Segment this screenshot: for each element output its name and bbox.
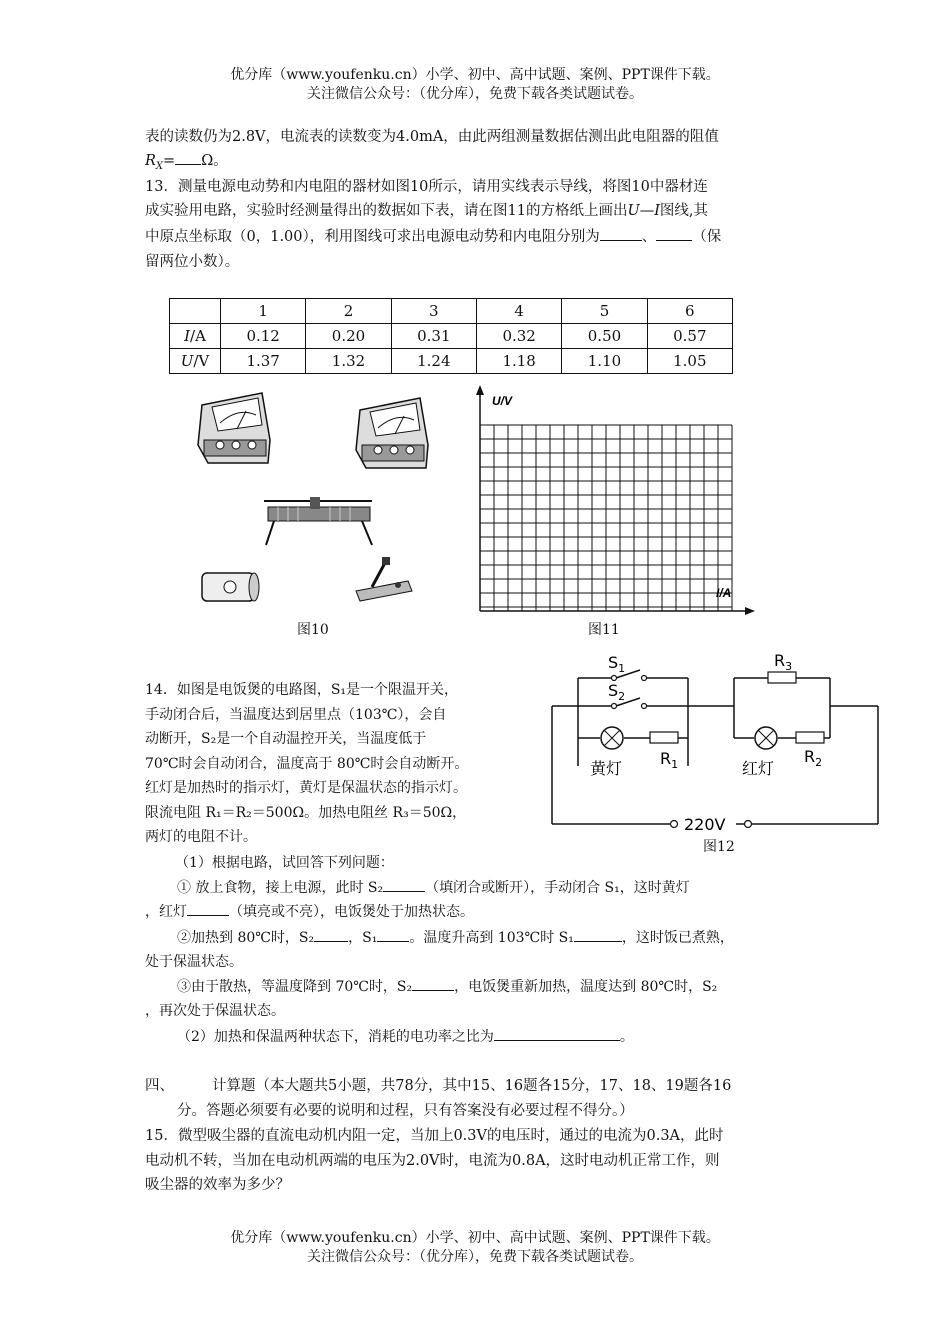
yellow-lamp-label: 黄灯 [590,759,623,778]
page-footer [0,1229,950,1267]
y-axis-arrow [476,385,484,395]
voltage-label: 220V [684,815,726,834]
fig10-apparatus [190,385,450,610]
x-axis-arrow [745,607,755,615]
table-cell: 1.24 [391,349,476,374]
q13-line-3-text: 中原点坐标取（0，1.00），利用图线可求出电源电动势和内电阻分别为 [145,229,600,245]
s1-label: $S_1$ [608,653,626,675]
s1-80c-blank[interactable] [377,927,409,942]
table-header-cell [170,299,221,324]
table-header-row [170,299,733,324]
item1-text-b: （填闭合或断开），手动闭合 S₁，这时黄灯 [425,880,690,896]
table-header-cell: 4 [476,299,561,324]
q13-sep: 、 [641,229,657,245]
row-label-unit: /A [190,327,206,345]
ammeter-icon [198,393,270,463]
rheostat-icon [264,497,372,545]
q13-line-4: 留两位小数）。 [145,254,240,270]
q14-item3-line2: ，再次处于保温状态。 [145,1003,285,1019]
q12-line-1: 表的读数仍为2.8V，电流表的读数变为4.0mA，由此两组测量数据估测出此电阻器的阻值 [145,129,719,145]
r3-label: $R_3$ [774,651,793,673]
sub2-text-b: 。 [619,1029,634,1045]
footer-line-1: 优分库（www.youfenku.cn）小学、初中、高中试题、案例、PPT课件下载。 [230,1230,720,1246]
fig12-caption: 图12 [703,839,735,855]
q14-line: 手动闭合后，当温度达到居里点（103℃），会自 [145,706,447,723]
fig12-circuit [548,648,888,838]
q14-intro [145,678,468,850]
item2-text-c: 。温度升高到 103℃时 S₁ [409,930,574,946]
r1-label: $R_1$ [660,749,679,771]
q15-line-1: 15．微型吸尘器的直流电动机内阻一定，当加上0.3V的电压时，通过的电流为0.3A，此时 [145,1128,724,1144]
table-cell: 1.32 [306,349,391,374]
row-label-unit: /V [193,352,210,370]
row-label-var: U [180,352,194,370]
grid-lines [480,425,732,611]
s2-80c-blank[interactable] [314,927,348,942]
table-header-cell: 1 [221,299,306,324]
x-axis-label: I/A [716,586,732,600]
emf-answer-blank[interactable] [600,226,642,241]
table-row-voltage [170,349,733,374]
item3-text-b: ，电饭煲重新加热，温度达到 80℃时，S₂ [454,979,718,995]
table-cell: 1.37 [221,349,306,374]
q14-item1-line2 [145,900,474,924]
q13-line-2-text: 成实验用电路，实验时经测量得出的数据如下表，请在图11的方格纸上画出 [145,203,628,219]
item1-text-a: ① 放上食物，接上电源，此时 S₂ [177,880,384,896]
q14-item3-line1 [177,975,717,999]
table-header-cell: 5 [562,299,647,324]
power-ratio-blank[interactable] [494,1026,620,1041]
q13-line-2-end: 图线,其 [659,203,709,219]
q14-item1-line1 [177,876,690,900]
row-label [170,324,221,349]
red-lamp-icon [755,727,777,749]
rx-answer-blank[interactable] [175,150,201,165]
y-axis-label: U/V [492,394,513,408]
q13-line-3 [145,225,721,249]
q14-line: 70℃时会自动闭合，温度高于 80℃时会自动断开。 [145,755,469,772]
table-header-cell: 2 [306,299,391,324]
q13-i-var: I [654,203,660,219]
q14-line: 动断开，S₂是一个自动温控开关，当温度低于 [145,731,427,747]
q14-item2-line1 [177,926,734,950]
table-row-current [170,324,733,349]
row-label-var: I [184,327,191,345]
rx-unit: Ω。 [201,153,228,169]
resistance-answer-blank[interactable] [656,226,692,241]
q13-line-1: 13．测量电源电动势和内电阻的器材如图10所示，请用实线表示导线，将图10中器材连 [145,179,708,195]
q13-line-2 [145,199,708,223]
rx-subscript: X [155,160,164,172]
section4-line-1: 计算题（本大题共5小题，共78分，其中15、16题各15分，17、18、19题各16 [212,1078,732,1094]
sub2-text-a: （2）加热和保温两种状态下，消耗的电功率之比为 [177,1029,494,1045]
header-line-2: 关注微信公众号：（优分库），免费下载各类试题试卷。 [307,86,643,102]
red-lamp-label: 红灯 [742,759,775,778]
fig10-caption: 图10 [297,622,329,638]
q13-line-3-end: （保 [692,229,722,245]
table-cell: 1.10 [562,349,647,374]
item2-text-d: ，这时饭已煮熟， [621,930,734,946]
rx-symbol: R [145,153,156,169]
q14-line: 14．如图是电饭煲的电路图，S₁是一个限温开关， [145,682,459,698]
s2-label: $S_2$ [608,681,626,703]
q15-line-2: 电动机不转，当加在电动机两端的电压为2.0V时，电流为0.8A，这时电动机正常工作，则 [145,1153,720,1169]
yellow-lamp-icon [601,727,623,749]
q13-u-var: U [627,203,640,219]
header-line-1: 优分库（www.youfenku.cn）小学、初中、高中试题、案例、PPT课件下载。 [230,67,720,83]
q14-line: 红灯是加热时的指示灯，黄灯是保温状态的指示灯。 [145,780,467,796]
table-cell: 0.32 [476,324,561,349]
q13-dash: — [639,203,655,219]
s1-103c-blank[interactable] [574,927,622,942]
q14-line: 限流电阻 R₁＝R₂＝500Ω。加热电阻丝 R₃＝50Ω， [145,804,467,821]
q14-line: 两灯的电阻不计。 [145,829,257,845]
row-label [170,349,221,374]
voltmeter-icon [356,398,428,468]
fig11-grid [470,385,755,615]
table-cell: 0.12 [221,324,306,349]
q14-sub2 [177,1025,634,1049]
table-cell: 0.57 [647,324,732,349]
q15-line-3: 吸尘器的效率为多少？ [145,1177,290,1193]
fig11-caption: 图11 [588,622,620,638]
switch-icon [356,557,412,601]
rx-equals: = [163,153,176,169]
item1-text-c: ，红灯 [145,904,187,920]
r2-label: $R_2$ [804,747,823,769]
section4-number: 四、 [145,1078,174,1094]
data-table [169,298,733,374]
q14-item2-line2: 处于保温状态。 [145,954,243,970]
battery-icon [202,573,259,601]
table-header-cell: 6 [647,299,732,324]
red-lamp-blank[interactable] [187,901,229,916]
table-cell: 1.05 [647,349,732,374]
footer-line-2: 关注微信公众号：（优分库），免费下载各类试题试卷。 [307,1249,643,1265]
table-cell: 1.18 [476,349,561,374]
table-cell: 0.31 [391,324,476,349]
s2-70c-blank[interactable] [412,976,454,991]
item2-text-a: ②加热到 80℃时，S₂ [177,930,315,946]
item3-text-a: ③由于散热，等温度降到 70℃时，S₂ [177,979,413,995]
page-header [0,66,950,104]
table-header-cell: 3 [391,299,476,324]
item1-text-d: （填亮或不亮），电饭煲处于加热状态。 [229,904,474,920]
section4-line-2: 分。答题必须要有必要的说明和过程，只有答案没有必要过程不得分。） [177,1103,634,1119]
q14-sub1: （1）根据电路，试回答下列问题： [175,855,394,871]
s2-state-blank[interactable] [383,877,425,892]
table-cell: 0.20 [306,324,391,349]
item2-text-b: ，S₁ [348,930,378,946]
table-cell: 0.50 [562,324,647,349]
